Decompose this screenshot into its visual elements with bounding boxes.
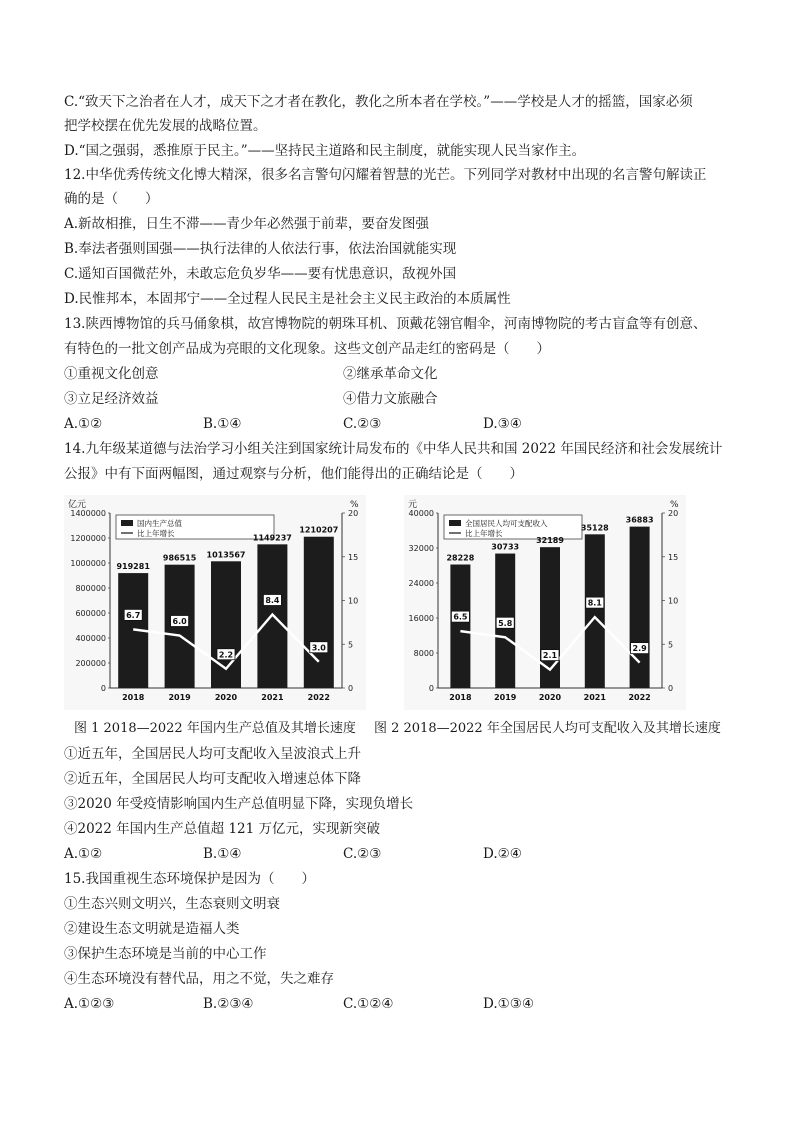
x-tick-label: 2019: [168, 693, 191, 702]
text-line: B.奉法者强则国强——执行法律的人依法行事，依法治国就能实现: [64, 241, 457, 257]
legend-swatch-bar: [449, 520, 461, 526]
text-line: 有特色的一批文创产品成为亮眼的文化现象。这些文创产品走红的密码是（ ）: [64, 341, 550, 357]
growth-value-label: 6.0: [172, 617, 187, 626]
bar-value-label: 986515: [162, 553, 197, 563]
bar-value-label: 28228: [446, 553, 475, 563]
growth-value-label: 3.0: [311, 643, 326, 653]
text-line: C.“致天下之治者在人才，成天下之才者在教化，教化之所本者在学校。”——学校是人才的摇篮，国家必须: [64, 94, 693, 110]
left-tick-label: 1400000: [70, 509, 106, 518]
q14-option-d[interactable]: D.②④: [483, 846, 522, 862]
q13-statement-2: ②继承革命文化: [343, 366, 438, 382]
gdp-chart-svg: [64, 495, 366, 710]
legend-label-line: 比上年增长: [137, 529, 175, 538]
text-line: ①近五年，全国居民人均可支配收入呈波浪式上升: [64, 746, 361, 762]
x-tick-label: 2020: [214, 693, 238, 702]
bar-value-label: 1210207: [299, 525, 339, 535]
growth-value-label: 8.1: [587, 598, 602, 608]
right-tick-label: 5: [668, 640, 674, 650]
right-tick-label: 20: [668, 509, 679, 518]
text-line: ①生态兴则文明兴，生态衰则文明衰: [64, 896, 280, 912]
bar: [540, 547, 560, 688]
text-line: 14.九年级某道德与法治学习小组关注到国家统计局发布的《中华人民共和国 2022 年国民经济和社会发展统计: [64, 441, 723, 457]
q13-option-a[interactable]: A.①②: [64, 416, 103, 432]
text-line: 公报》中有下面两幅图，通过观察与分析，他们能得出的正确结论是（ ）: [64, 466, 523, 482]
text-line: ②近五年，全国居民人均可支配收入增速总体下降: [64, 771, 361, 787]
left-tick-label: 0: [100, 684, 106, 693]
growth-value-label: 2.9: [632, 644, 647, 654]
text-line: 12.中华优秀传统文化博大精深，很多名言警句闪耀着智慧的光芒。下列同学对教材中出现的名言警句解读正: [64, 167, 707, 183]
left-tick-label: 16000: [408, 614, 434, 623]
text-line: 把学校摆在优先发展的战略位置。: [64, 118, 267, 134]
right-tick-label: 15: [348, 552, 359, 562]
text-line: ③2020 年受疫情影响国内生产总值明显下降，实现负增长: [64, 796, 414, 812]
bar: [630, 527, 650, 688]
right-tick-label: 5: [348, 640, 354, 650]
right-tick-label: 20: [348, 509, 359, 518]
left-tick-label: 40000: [408, 509, 434, 518]
x-tick-label: 2021: [261, 693, 284, 702]
right-tick-label: 15: [668, 552, 679, 562]
text-line: ④生态环境没有替代品，用之不觉，失之难存: [64, 971, 334, 987]
bar-value-label: 919281: [116, 562, 150, 572]
q14-option-a[interactable]: A.①②: [64, 846, 103, 862]
text-line: ②建设生态文明就是造福人类: [64, 921, 240, 937]
q15-option-b[interactable]: B.②③④: [203, 996, 254, 1012]
bar-value-label: 1013567: [206, 550, 246, 560]
x-tick-label: 2019: [494, 693, 517, 702]
legend-label-bar: 全国居民人均可支配收入: [465, 519, 548, 528]
left-tick-label: 400000: [75, 634, 106, 643]
left-tick-label: 1200000: [70, 534, 106, 543]
gdp-chart: [64, 495, 366, 710]
growth-value-label: 5.8: [498, 618, 513, 628]
text-line: ④2022 年国内生产总值超 121 万亿元，实现新突破: [64, 821, 380, 837]
bar: [450, 565, 470, 688]
text-line: 15.我国重视生态环境保护是因为（ ）: [64, 871, 315, 887]
bar: [304, 537, 334, 688]
x-tick-label: 2021: [583, 693, 606, 702]
bar-value-label: 35128: [580, 523, 609, 533]
right-tick-label: 0: [668, 684, 674, 693]
q13-option-b[interactable]: B.①④: [203, 416, 242, 432]
income-chart: [404, 495, 686, 710]
q13-option-d[interactable]: D.③④: [483, 416, 522, 432]
right-tick-label: 0: [348, 684, 354, 693]
text-line: C.遥知百国微茫外，未敢忘危负岁华——要有忧患意识，敌视外国: [64, 266, 457, 282]
q14-option-c[interactable]: C.②③: [343, 846, 382, 862]
legend-swatch-bar: [121, 520, 133, 526]
left-tick-label: 24000: [408, 579, 434, 588]
figure-captions: [74, 720, 735, 738]
left-tick-label: 1000000: [70, 559, 106, 568]
q15-option-d[interactable]: D.①③④: [483, 996, 534, 1012]
x-tick-label: 2018: [122, 693, 145, 702]
q13-statement-3: ③立足经济效益: [64, 391, 159, 407]
figure-1-caption: 图 1 2018—2022 年国内生产总值及其增长速度: [74, 721, 356, 736]
right-tick-label: 10: [668, 596, 679, 606]
text-line: D.“国之强弱，悉推原于民主。”——坚持民主道路和民主制度，就能实现人民当家作主。: [64, 143, 586, 159]
growth-value-label: 2.2: [218, 650, 234, 660]
text-line: 确的是（ ）: [64, 191, 159, 207]
legend-label-bar: 国内生产总值: [137, 519, 182, 528]
left-tick-label: 800000: [75, 584, 106, 593]
x-tick-label: 2022: [307, 693, 330, 702]
bar: [585, 534, 605, 688]
text-line: D.民惟邦本，本固邦宁——全过程人民民主是社会主义民主政治的本质属性: [64, 291, 511, 307]
q15-option-a[interactable]: A.①②③: [64, 996, 115, 1012]
bar-value-label: 1149237: [252, 533, 292, 543]
left-tick-label: 8000: [413, 649, 434, 658]
x-tick-label: 2020: [538, 693, 562, 702]
growth-value-label: 6.5: [453, 612, 468, 622]
left-tick-label: 200000: [75, 659, 106, 668]
x-tick-label: 2022: [628, 693, 651, 702]
left-tick-label: 32000: [408, 544, 434, 553]
figure-2-caption: 图 2 2018—2022 年全国居民人均可支配收入及其增长速度: [373, 721, 721, 736]
q13-option-c[interactable]: C.②③: [343, 416, 382, 432]
q13-statement-4: ④借力文旅融合: [343, 391, 438, 407]
right-tick-label: 10: [348, 596, 359, 606]
right-axis-unit: %: [350, 500, 359, 510]
text-line: A.新故相推，日生不滞——青少年必然强于前辈，要奋发图强: [64, 216, 430, 232]
growth-value-label: 6.7: [126, 610, 141, 620]
q14-option-b[interactable]: B.①④: [203, 846, 242, 862]
text-line: 13.陕西博物馆的兵马俑象棋，故宫博物院的朝珠耳机、顶戴花翎官帽伞，河南博物院的考古盲盒等有创意、: [64, 316, 707, 332]
legend-label-line: 比上年增长: [465, 529, 503, 538]
q15-option-c[interactable]: C.①②④: [343, 996, 394, 1012]
income-chart-svg: [404, 495, 686, 710]
left-axis-unit: 亿元: [68, 500, 87, 510]
left-axis-unit: 元: [408, 500, 418, 510]
x-tick-label: 2018: [449, 693, 472, 702]
right-axis-unit: %: [670, 500, 679, 510]
q13-statement-1: ①重视文化创意: [64, 366, 159, 382]
growth-value-label: 2.1: [542, 651, 558, 661]
left-tick-label: 0: [428, 684, 434, 693]
bar-value-label: 30733: [491, 542, 520, 552]
bar-value-label: 32189: [536, 536, 564, 546]
text-line: ③保护生态环境是当前的中心工作: [64, 946, 267, 962]
bar-value-label: 36883: [625, 515, 654, 525]
growth-value-label: 8.4: [265, 596, 280, 605]
left-tick-label: 600000: [75, 609, 106, 618]
